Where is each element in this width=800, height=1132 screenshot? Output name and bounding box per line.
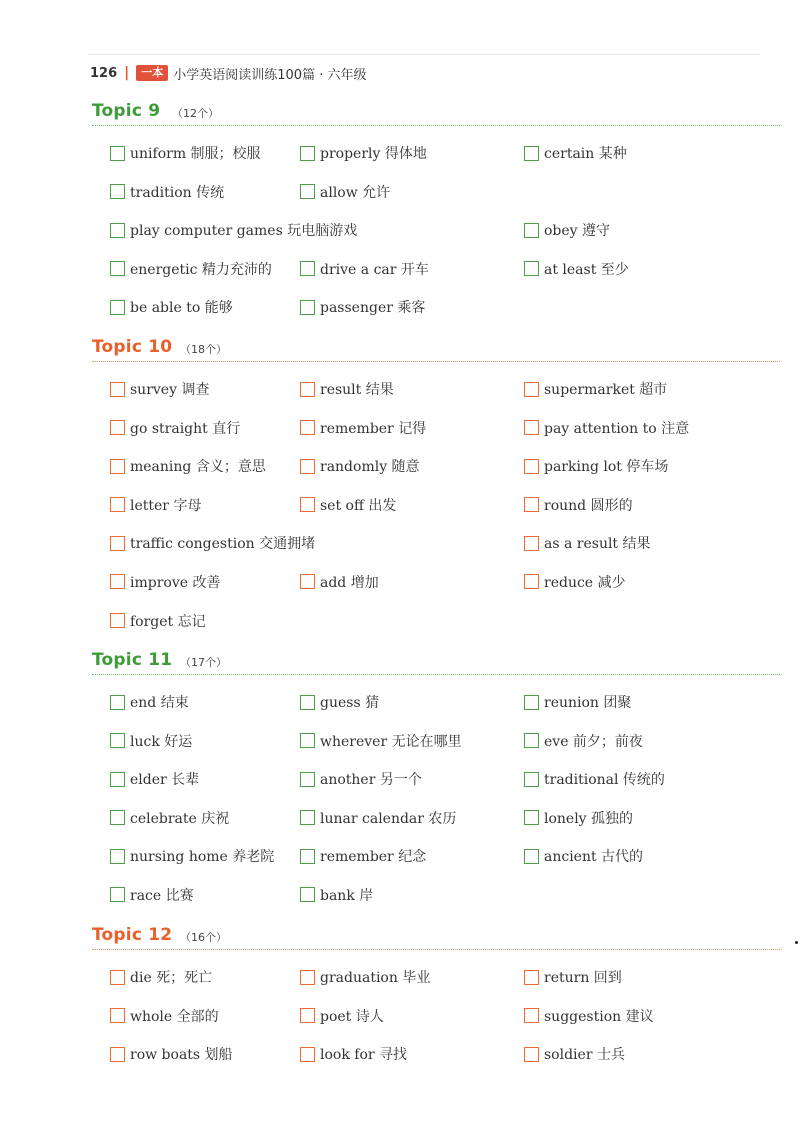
vocab-text: lunar calendar 农历 xyxy=(320,810,457,827)
vocab-text: ancient 古代的 xyxy=(544,849,644,866)
checkbox-icon[interactable] xyxy=(300,497,315,512)
vocab-text: traditional 传统的 xyxy=(544,772,665,789)
vocab-item[interactable] xyxy=(300,379,394,399)
page-header xyxy=(90,63,366,83)
topic-header xyxy=(92,337,772,363)
checkbox-icon[interactable] xyxy=(300,1047,315,1062)
vocab-item[interactable] xyxy=(300,182,390,202)
vocab-item[interactable] xyxy=(300,572,379,592)
vocab-row xyxy=(92,1044,772,1083)
checkbox-icon[interactable] xyxy=(300,695,315,710)
vocab-row xyxy=(92,611,772,650)
vocab-row xyxy=(92,692,772,731)
vocab-text: at least 至少 xyxy=(544,261,629,278)
checkbox-icon[interactable] xyxy=(110,497,125,512)
vocab-text: wherever 无论在哪里 xyxy=(320,733,462,750)
vocab-text: elder 长辈 xyxy=(130,772,200,789)
checkbox-icon[interactable] xyxy=(300,146,315,161)
vocab-text: result 结果 xyxy=(320,382,394,398)
vocab-item[interactable] xyxy=(110,456,266,476)
vocab-item[interactable] xyxy=(524,143,627,163)
vocab-text: uniform 制服；校服 xyxy=(130,146,261,162)
checkbox-icon[interactable] xyxy=(300,382,315,397)
topic-section xyxy=(92,101,772,336)
vocab-item[interactable] xyxy=(110,1044,233,1064)
checkbox-icon[interactable] xyxy=(110,887,125,902)
vocab-text: guess 猜 xyxy=(320,695,380,711)
checkbox-icon[interactable] xyxy=(524,497,539,512)
checkbox-icon[interactable] xyxy=(110,184,125,199)
vocab-text: row boats 划船 xyxy=(130,1047,233,1064)
vocab-item[interactable] xyxy=(300,1006,384,1026)
vocab-item[interactable] xyxy=(110,808,229,828)
vocab-text: drive a car 开车 xyxy=(320,261,429,278)
vocab-item[interactable] xyxy=(300,885,373,905)
checkbox-icon[interactable] xyxy=(110,695,125,710)
checkbox-icon[interactable] xyxy=(110,300,125,315)
checkbox-icon[interactable] xyxy=(110,1008,125,1023)
vocab-text: luck 好运 xyxy=(130,733,193,750)
checkbox-icon[interactable] xyxy=(524,1008,539,1023)
vocab-text: soldier 士兵 xyxy=(544,1047,625,1064)
vocab-item[interactable] xyxy=(524,731,643,751)
checkbox-icon[interactable] xyxy=(110,733,125,748)
vocab-text: supermarket 超市 xyxy=(544,382,668,398)
topic-header xyxy=(92,925,772,951)
vocab-text: nursing home 养老院 xyxy=(130,849,275,866)
topic-section xyxy=(92,337,772,649)
dotted-divider xyxy=(92,125,780,126)
checkbox-icon[interactable] xyxy=(110,810,125,825)
checkbox-icon[interactable] xyxy=(110,970,125,985)
topic-word-count: （17个） xyxy=(180,656,227,669)
vocab-text: passenger 乘客 xyxy=(320,300,426,317)
checkbox-icon[interactable] xyxy=(524,810,539,825)
checkbox-icon[interactable] xyxy=(110,420,125,435)
checkbox-icon[interactable] xyxy=(524,146,539,161)
vocab-text: eve 前夕；前夜 xyxy=(544,733,643,750)
vocab-item[interactable] xyxy=(300,731,462,751)
vocab-text: remember 纪念 xyxy=(320,849,427,866)
vocab-text: celebrate 庆祝 xyxy=(130,810,230,827)
checkbox-icon[interactable] xyxy=(110,459,125,474)
checkbox-icon[interactable] xyxy=(300,810,315,825)
vocab-text: energetic 精力充沛的 xyxy=(130,261,272,278)
checkbox-icon[interactable] xyxy=(110,1047,125,1062)
top-rule xyxy=(88,54,760,55)
vocab-row xyxy=(92,220,772,259)
vocab-item[interactable] xyxy=(110,182,224,202)
vocab-item[interactable] xyxy=(110,379,209,399)
vocab-item[interactable] xyxy=(524,808,633,828)
checkbox-icon[interactable] xyxy=(524,382,539,397)
vocab-item[interactable] xyxy=(110,259,272,279)
vocab-row xyxy=(92,885,772,924)
vocab-row xyxy=(92,846,772,885)
vocab-text: be able to 能够 xyxy=(130,300,233,317)
checkbox-icon[interactable] xyxy=(524,420,539,435)
checkbox-icon[interactable] xyxy=(300,1008,315,1023)
checkbox-icon[interactable] xyxy=(110,574,125,589)
checkbox-icon[interactable] xyxy=(110,382,125,397)
vocab-text: set off 出发 xyxy=(320,497,397,514)
topic-section xyxy=(92,925,772,1083)
topic-title: Topic 10 xyxy=(92,337,173,357)
vocab-item[interactable] xyxy=(110,769,199,789)
vocab-item[interactable] xyxy=(110,297,233,317)
checkbox-icon[interactable] xyxy=(300,849,315,864)
vocab-item[interactable] xyxy=(524,1044,625,1064)
vocab-text: race 比赛 xyxy=(130,887,194,904)
vocab-item[interactable] xyxy=(110,846,274,866)
topic-section xyxy=(92,650,772,924)
vocab-row xyxy=(92,495,772,534)
vocab-row xyxy=(92,533,772,572)
vocab-row xyxy=(92,182,772,221)
dotted-divider xyxy=(92,674,780,675)
vocab-text: go straight 直行 xyxy=(130,420,241,437)
dotted-divider xyxy=(92,361,780,362)
vocab-row xyxy=(92,297,772,336)
vocab-text: reunion 团聚 xyxy=(544,695,632,711)
vocab-item[interactable] xyxy=(110,220,357,240)
vocab-item[interactable] xyxy=(110,1006,219,1026)
vocab-item[interactable] xyxy=(300,1044,407,1064)
vocab-text: bank 岸 xyxy=(320,887,374,904)
vocab-item[interactable] xyxy=(110,692,189,712)
checkbox-icon[interactable] xyxy=(110,772,125,787)
vocab-text: round 圆形的 xyxy=(544,497,633,514)
checkbox-icon[interactable] xyxy=(524,574,539,589)
vocab-item[interactable] xyxy=(110,143,261,163)
checkbox-icon[interactable] xyxy=(300,420,315,435)
margin-dot xyxy=(795,941,798,944)
checkbox-icon[interactable] xyxy=(110,849,125,864)
vocab-item[interactable] xyxy=(300,808,456,828)
vocab-item[interactable] xyxy=(110,885,194,905)
book-title: 小学英语阅读训练100篇 · 六年级 xyxy=(173,67,367,83)
vocab-row xyxy=(92,1006,772,1045)
vocab-text: lonely 孤独的 xyxy=(544,810,634,827)
checkbox-icon[interactable] xyxy=(300,970,315,985)
vocab-text: suggestion 建议 xyxy=(544,1008,654,1025)
checkbox-icon[interactable] xyxy=(110,261,125,276)
vocab-item[interactable] xyxy=(524,769,665,789)
vocab-item[interactable] xyxy=(110,418,240,438)
vocab-item[interactable] xyxy=(524,220,610,240)
vocab-row xyxy=(92,731,772,770)
vocab-text: properly 得体地 xyxy=(320,146,427,162)
checkbox-icon[interactable] xyxy=(524,849,539,864)
checkbox-icon[interactable] xyxy=(300,184,315,199)
vocab-row xyxy=(92,379,772,418)
book-logo: 一本 xyxy=(136,65,168,81)
vocab-text: survey 调查 xyxy=(130,382,210,398)
vocab-text: pay attention to 注意 xyxy=(544,420,690,437)
topic-word-count: （18个） xyxy=(180,343,227,356)
vocab-row xyxy=(92,456,772,495)
header-divider: | xyxy=(124,65,130,81)
vocab-item[interactable] xyxy=(300,418,426,438)
vocab-text: certain 某种 xyxy=(544,146,627,162)
vocab-text: return 回到 xyxy=(544,970,622,986)
vocab-item[interactable] xyxy=(110,611,206,631)
vocab-text: obey 遵守 xyxy=(544,223,611,240)
vocab-text: as a result 结果 xyxy=(544,536,651,553)
vocab-item[interactable] xyxy=(110,495,201,515)
topic-title: Topic 11 xyxy=(92,650,173,670)
vocab-text: forget 忘记 xyxy=(130,613,206,630)
topic-word-count: （16个） xyxy=(180,931,227,944)
vocab-row xyxy=(92,808,772,847)
vocab-text: die 死；死亡 xyxy=(130,970,213,986)
vocab-row xyxy=(92,259,772,298)
vocab-item[interactable] xyxy=(300,967,430,987)
topic-header xyxy=(92,650,772,676)
vocab-row xyxy=(92,143,772,182)
vocab-text: remember 记得 xyxy=(320,420,427,437)
checkbox-icon[interactable] xyxy=(110,536,125,551)
vocab-item[interactable] xyxy=(524,418,689,438)
vocab-row xyxy=(92,769,772,808)
vocab-item[interactable] xyxy=(524,495,633,515)
checkbox-icon[interactable] xyxy=(300,300,315,315)
checkbox-icon[interactable] xyxy=(110,146,125,161)
vocab-item[interactable] xyxy=(110,572,220,592)
checkbox-icon[interactable] xyxy=(524,733,539,748)
vocab-item[interactable] xyxy=(110,967,212,987)
vocab-text: meaning 含义；意思 xyxy=(130,459,266,476)
vocab-row xyxy=(92,967,772,1006)
checkbox-icon[interactable] xyxy=(110,613,125,628)
checkbox-icon[interactable] xyxy=(524,970,539,985)
topic-header xyxy=(92,101,772,127)
checkbox-icon[interactable] xyxy=(524,223,539,238)
vocab-text: play computer games 玩电脑游戏 xyxy=(130,223,358,240)
vocab-text: letter 字母 xyxy=(130,497,202,514)
checkbox-icon[interactable] xyxy=(524,1047,539,1062)
vocab-item[interactable] xyxy=(300,846,426,866)
checkbox-icon[interactable] xyxy=(300,574,315,589)
vocab-item[interactable] xyxy=(300,259,429,279)
page-number: 126 xyxy=(90,65,118,81)
vocab-text: whole 全部的 xyxy=(130,1008,219,1025)
checkbox-icon[interactable] xyxy=(300,887,315,902)
vocab-item[interactable] xyxy=(524,1006,654,1026)
vocab-item[interactable] xyxy=(524,967,622,987)
topic-title: Topic 9 xyxy=(92,101,161,121)
vocab-item[interactable] xyxy=(300,692,379,712)
checkbox-icon[interactable] xyxy=(524,695,539,710)
topic-word-count: （12个） xyxy=(172,107,219,120)
vocab-row xyxy=(92,418,772,457)
vocab-item[interactable] xyxy=(300,297,425,317)
vocab-text: reduce 减少 xyxy=(544,574,626,591)
vocab-text: improve 改善 xyxy=(130,574,221,591)
checkbox-icon[interactable] xyxy=(300,733,315,748)
vocab-item[interactable] xyxy=(300,495,396,515)
vocab-item[interactable] xyxy=(300,769,422,789)
vocab-item[interactable] xyxy=(524,572,626,592)
vocab-text: end 结束 xyxy=(130,695,189,711)
vocab-text: parking lot 停车场 xyxy=(544,459,669,476)
checkbox-icon[interactable] xyxy=(300,261,315,276)
vocab-item[interactable] xyxy=(524,259,629,279)
topic-title: Topic 12 xyxy=(92,925,173,945)
checkbox-icon[interactable] xyxy=(300,772,315,787)
vocab-item[interactable] xyxy=(524,456,668,476)
vocab-item[interactable] xyxy=(524,379,667,399)
vocab-item[interactable] xyxy=(300,143,427,163)
vocab-item[interactable] xyxy=(524,846,643,866)
vocab-row xyxy=(92,572,772,611)
checkbox-icon[interactable] xyxy=(300,459,315,474)
checkbox-icon[interactable] xyxy=(524,261,539,276)
checkbox-icon[interactable] xyxy=(110,223,125,238)
vocab-text: add 增加 xyxy=(320,574,379,591)
checkbox-icon[interactable] xyxy=(524,459,539,474)
dotted-divider xyxy=(92,949,780,950)
vocab-item[interactable] xyxy=(524,692,631,712)
vocab-text: another 另一个 xyxy=(320,772,422,789)
checkbox-icon[interactable] xyxy=(524,536,539,551)
vocab-text: randomly 随意 xyxy=(320,459,420,476)
vocab-text: traffic congestion 交通拥堵 xyxy=(130,536,316,553)
vocab-text: graduation 毕业 xyxy=(320,970,431,986)
vocab-text: look for 寻找 xyxy=(320,1047,408,1064)
vocab-text: tradition 传统 xyxy=(130,184,225,201)
checkbox-icon[interactable] xyxy=(524,772,539,787)
vocab-item[interactable] xyxy=(110,731,192,751)
vocab-text: poet 诗人 xyxy=(320,1008,384,1025)
vocab-item[interactable] xyxy=(524,533,651,553)
vocab-item[interactable] xyxy=(300,456,420,476)
vocab-text: allow 允许 xyxy=(320,184,391,201)
vocab-item[interactable] xyxy=(110,533,315,553)
